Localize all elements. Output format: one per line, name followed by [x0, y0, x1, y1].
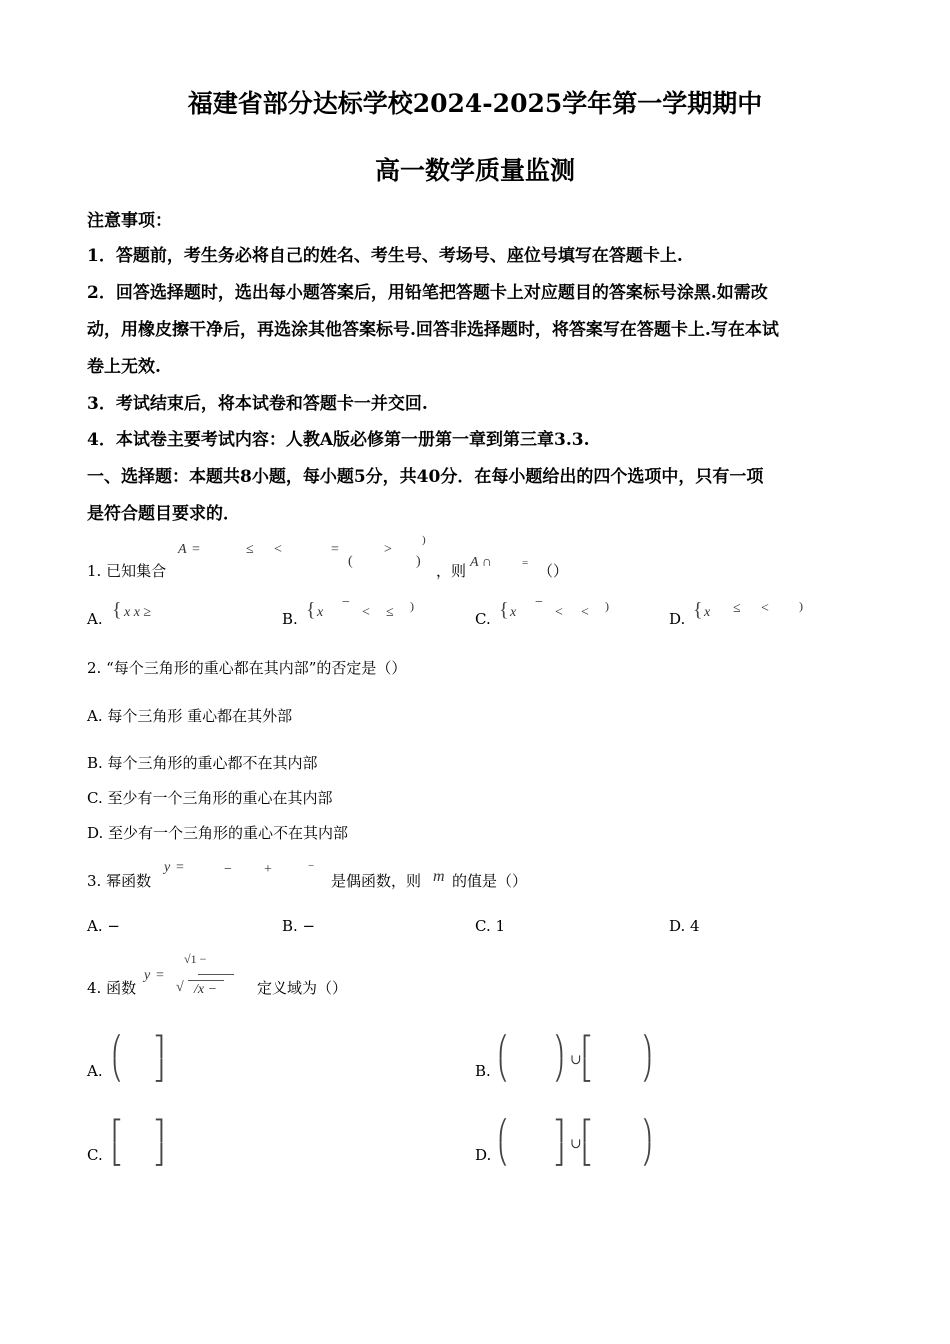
q1-set-formula: A = ≤ < = > ) ( ) — [178, 534, 426, 569]
q1-option-c-formula: { x − < < ) — [499, 595, 609, 621]
q4-option-b-label[interactable]: B. — [475, 1062, 491, 1080]
q3-option-b[interactable]: B. − — [282, 917, 316, 935]
q1-prefix: 1. 已知集合 — [87, 562, 167, 580]
note-2-line-2: 动，用橡皮擦干净后，再选涂其他答案标号.回答非选择题时，将答案写在答题卡上.写在本试 — [87, 320, 779, 340]
note-4: 4．本试卷主要考试内容：人教A版必修第一册第一章到第三章3.3. — [87, 430, 590, 450]
q4-option-d-label[interactable]: D. — [475, 1146, 492, 1164]
q1-intersection: A ∩ — [470, 555, 492, 570]
q3-option-c[interactable]: C. 1 — [475, 917, 506, 935]
q1-option-c-label[interactable]: C. — [475, 610, 491, 628]
q4-option-a-label[interactable]: A. — [87, 1062, 103, 1080]
q1-option-d-label[interactable]: D. — [669, 610, 686, 628]
q3-variable: m — [433, 868, 445, 885]
section-heading-line-1: 一、选择题：本题共8小题，每小题5分，共40分．在每小题给出的四个选项中，只有一项 — [87, 467, 764, 487]
q4-function-formula: y = √1 − √ /x − — [142, 950, 242, 1000]
notes-heading: 注意事项： — [87, 211, 172, 231]
q1-option-b-formula: { x − < ≤ ) — [306, 595, 414, 621]
q4-end: 定义域为（） — [257, 979, 348, 997]
q3-option-a[interactable]: A. − — [87, 917, 120, 935]
q3-power-function-formula: y = − + − — [164, 860, 315, 877]
title-line-1: 福建省部分达标学校2024-2025学年第一学期期中 — [187, 89, 763, 118]
q3-end: 的值是（） — [452, 872, 528, 890]
q1-option-b-label[interactable]: B. — [282, 610, 298, 628]
title-line-2: 高一数学质量监测 — [374, 156, 575, 185]
q4-option-c-label[interactable]: C. — [87, 1146, 103, 1164]
section-heading-line-2: 是符合题目要求的． — [87, 504, 240, 524]
q3-prefix: 3. 幂函数 — [87, 872, 152, 890]
q2-stem: 2. “每个三角形的重心都在其内部”的否定是（） — [87, 659, 407, 677]
note-3: 3．考试结束后，将本试卷和答题卡一并交回. — [87, 394, 428, 414]
note-2-line-1: 2．回答选择题时，选出每小题答案后，用铅笔把答题卡上对应题目的答案标号涂黑.如需改 — [87, 283, 768, 303]
q2-option-c[interactable]: C. 至少有一个三角形的重心在其内部 — [87, 789, 333, 807]
q1-mid: ，则 — [436, 562, 467, 580]
q2-option-a[interactable]: A. 每个三角形 重心都在其外部 — [87, 707, 293, 725]
note-2-line-3: 卷上无效. — [87, 357, 161, 377]
q3-option-d[interactable]: D. 4 — [669, 917, 700, 935]
q1-equals: = — [522, 557, 529, 569]
q2-option-d[interactable]: D. 至少有一个三角形的重心不在其内部 — [87, 824, 349, 842]
q1-option-a-label[interactable]: A. — [87, 610, 103, 628]
q4-option-c-formula: ⎡ ⎣ ⎤ ⎦ — [112, 1120, 164, 1166]
q4-option-a-formula: ⎛ ⎝ ⎤ ⎦ — [112, 1036, 164, 1082]
note-1: 1．答题前，考生务必将自己的姓名、考生号、考场号、座位号填写在答题卡上. — [87, 246, 683, 266]
q3-mid: 是偶函数，则 — [331, 872, 422, 890]
q4-prefix: 4. 函数 — [87, 979, 137, 997]
q1-option-d-formula: { x ≤ < ) — [693, 599, 803, 621]
q4-option-d-formula: ⎛ ⎝ ⎤ ⎦ ∪ ⎡ ⎣ ⎞ ⎠ — [498, 1120, 652, 1166]
q4-option-b-formula: ⎛ ⎝ ⎞ ⎠ ∪ ⎡ ⎣ ⎞ ⎠ — [498, 1036, 652, 1082]
q1-end: （） — [538, 562, 569, 580]
q2-option-b[interactable]: B. 每个三角形的重心都不在其内部 — [87, 754, 318, 772]
q1-option-a-formula: { x x ≥ — [112, 599, 152, 621]
